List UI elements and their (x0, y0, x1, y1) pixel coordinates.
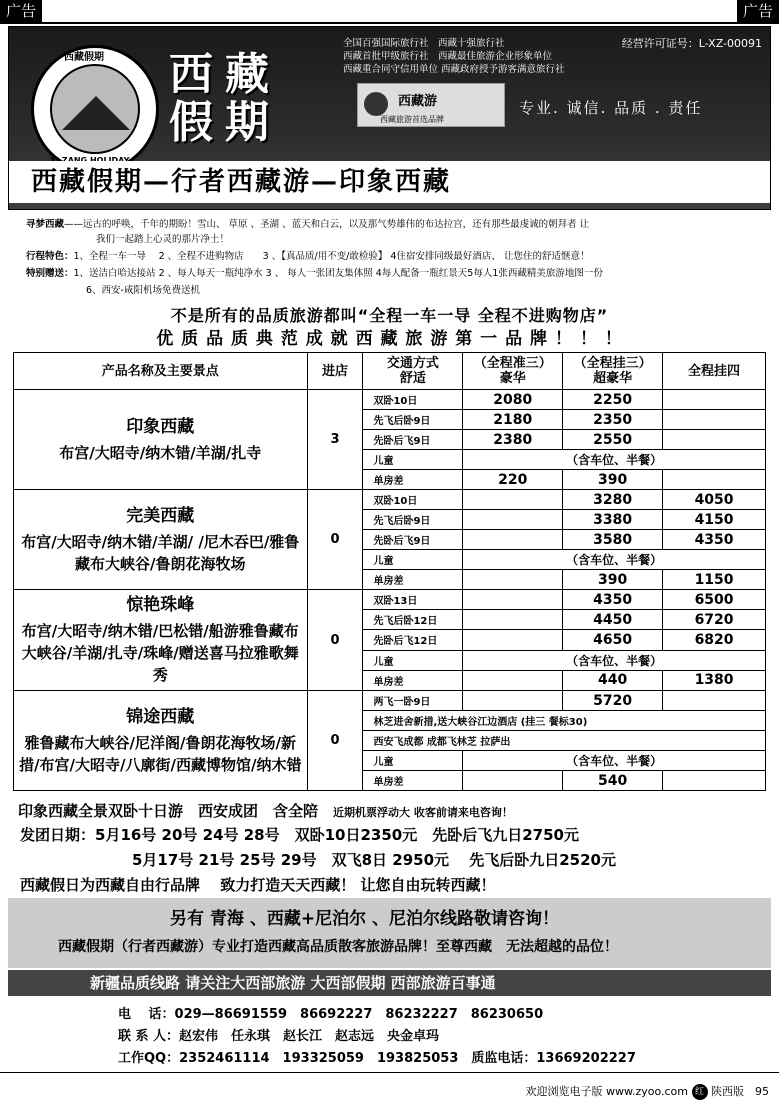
intro-text: ——远古的呼唤，千年的期盼！雪山、 草原 、圣湖 、蓝天和白云，以及那气势雄伟的布达拉宫，还有那些最虔诚的朝拜者 让 (64, 219, 590, 230)
header-class-2: （全程挂三） 超豪华 (563, 353, 663, 390)
price-c1 (463, 590, 563, 610)
values-slogan: 专业. 诚信. 品质 . 责任 (519, 99, 703, 117)
header-class-3: 全程挂四 (663, 353, 766, 390)
price-c3: 6500 (663, 590, 766, 610)
features-text: 1、全程一车一导 2 、全程不进购物店 3 、【真品质/用不变/敢检验】 4住宿安排同级最好酒店、 让您住的舒适惬意！ (73, 251, 590, 262)
trip-type: 单房差 (363, 771, 463, 791)
contacts-line: 联 系 人：赵宏伟 任永琪 赵长江 赵志远 央金卓玛 (118, 1029, 440, 1044)
product-spots: 雅鲁藏布大峡谷/尼洋阁/鲁朗花海牧场/新措/布宫/大昭寺/八廓街/西藏博物馆/纳木错 (19, 733, 302, 774)
price-c2: 390 (563, 470, 663, 490)
price-c3 (663, 470, 766, 490)
price-c1 (463, 510, 563, 530)
child-note: （含车位、半餐） (463, 751, 766, 771)
price-c3 (663, 390, 766, 410)
price-c1: 2080 (463, 390, 563, 410)
dates-line-2: 5月17号 21号 25号 29号 双飞8日 2950元 先飞后卧九日2520元 (132, 851, 616, 869)
route-note: 林芝进舍新措,送大峡谷江边酒店 (挂三 餐标30) (363, 711, 766, 731)
intro-line-1 (26, 218, 589, 231)
price-c1: 2180 (463, 410, 563, 430)
cert-line: 西藏重合同守信用单位 西藏政府授予游客满意旅行社 (343, 64, 565, 75)
table-row (14, 691, 766, 711)
brand-tagline: 西藏假日为西藏自由行品牌 致力打造天天西藏！ 让您自由玩转西藏！ (20, 876, 496, 894)
child-note: （含车位、半餐） (463, 550, 766, 570)
banner-headline: 西藏假期—行者西藏游—印象西藏 (9, 161, 771, 203)
product-cell (14, 390, 308, 490)
bottom-rule (0, 1072, 779, 1073)
brand-badge (357, 83, 505, 127)
shop-count: 3 (307, 390, 363, 490)
price-c1 (463, 530, 563, 550)
trip-type: 单房差 (363, 670, 463, 690)
price-c3: 4050 (663, 490, 766, 510)
promo-note: 近期机票浮动大 收客前请来电咨询！ (333, 806, 513, 819)
price-c1: 2380 (463, 430, 563, 450)
footer-edition: 陕西版 95 (711, 1085, 769, 1098)
price-table (13, 352, 766, 791)
product-name: 印象西藏 (126, 416, 195, 437)
trip-type: 先飞后卧12日 (363, 610, 463, 630)
footer-text: 欢迎浏览电子版 www.zyoo.com (525, 1085, 688, 1098)
price-c1 (463, 610, 563, 630)
trip-type: 两飞一卧9日 (363, 691, 463, 711)
ad-label-right: 广告 (737, 0, 779, 22)
intro-line-3 (26, 267, 603, 280)
product-name: 锦途西藏 (126, 706, 195, 727)
features-label: 行程特色： (26, 251, 74, 262)
price-c1 (463, 691, 563, 711)
trip-type: 儿童 (363, 751, 463, 771)
footprint-icon (364, 92, 388, 116)
price-c2: 4450 (563, 610, 663, 630)
gifts-label: 特别赠送： (26, 268, 74, 279)
trip-type: 先卧后飞9日 (363, 530, 463, 550)
xinjiang-bar: 新疆品质线路 请关注大西部旅游 大西部假期 西部旅游百事通 (8, 970, 771, 996)
qq-line: 工作QQ：2352461114 193325059 193825053 质监电话：13669202227 (118, 1051, 636, 1066)
route-note: 西安飞成都 成都飞林芝 拉萨出 (363, 731, 766, 751)
price-c3 (663, 410, 766, 430)
shop-count: 0 (307, 691, 363, 791)
intro-label: 寻梦西藏 (26, 219, 65, 230)
price-c1 (463, 771, 563, 791)
shop-count: 0 (307, 590, 363, 691)
trip-type: 先卧后飞12日 (363, 630, 463, 650)
price-c2: 390 (563, 570, 663, 590)
price-c2: 5720 (563, 691, 663, 711)
intro-line-1b: 我们一起踏上心灵的那片净土！ (96, 234, 230, 245)
price-c3: 6820 (663, 630, 766, 650)
brand-statement: 西藏假期（行者西藏游）专业打造西藏高品质散客旅游品牌！至尊西藏 无法超越的品位！ (58, 939, 618, 955)
dates-line-1: 发团日期：5月16号 20号 24号 28号 双卧10日2350元 先卧后飞九日2750元 (20, 826, 579, 844)
shop-count: 0 (307, 490, 363, 590)
price-c2: 3280 (563, 490, 663, 510)
trip-type: 双卧13日 (363, 590, 463, 610)
trip-type: 儿童 (363, 650, 463, 670)
badge-icon: 红 (692, 1084, 708, 1100)
gifts-text: 1、送洁白哈达接站 2 、每人每天一瓶纯净水 3 、 每人一张团友集体照 4每人配备一瓶红景天5每人1张西藏精美旅游地图一份 (73, 268, 603, 279)
price-c2: 4650 (563, 630, 663, 650)
trip-type: 双卧10日 (363, 390, 463, 410)
trip-type: 单房差 (363, 570, 463, 590)
cert-line: 全国百强国际旅行社 西藏十强旅行社 (343, 38, 505, 49)
ad-label-left: 广告 (0, 0, 42, 22)
price-c1 (463, 570, 563, 590)
promo-text: 印象西藏全景双卧十日游 西安成团 含全陪 (18, 802, 319, 820)
certification-list (343, 37, 653, 76)
trip-type: 先飞后卧9日 (363, 510, 463, 530)
brand-name: 西藏假期 (169, 49, 281, 148)
price-c2: 540 (563, 771, 663, 791)
headline-3: 优 质 品 质 典 范 成 就 西 藏 旅 游 第 一 品 牌 ！ ！ ！ (156, 329, 623, 349)
price-c2: 2550 (563, 430, 663, 450)
intro-line-3b: 6、西安-咸阳机场免费送机 (86, 285, 200, 296)
intro-line-2 (26, 250, 589, 263)
price-c3 (663, 430, 766, 450)
price-c1 (463, 490, 563, 510)
child-note: （含车位、半餐） (463, 450, 766, 470)
license-number: 经营许可证号：L-XZ-00091 (621, 37, 762, 50)
price-c2: 3380 (563, 510, 663, 530)
price-c3: 6720 (663, 610, 766, 630)
trip-type: 儿童 (363, 450, 463, 470)
product-cell (14, 590, 308, 691)
consult-line: 另有 青海 、西藏+尼泊尔 、尼泊尔线路敬请咨询！ (170, 909, 559, 929)
phone-line: 电 话：029—86691559 86692227 86232227 86230650 (118, 1007, 544, 1022)
top-rule (0, 22, 779, 24)
header-product: 产品名称及主要景点 (14, 353, 308, 390)
price-c3: 4150 (663, 510, 766, 530)
price-c2: 2350 (563, 410, 663, 430)
header-banner (8, 26, 771, 210)
company-logo (31, 45, 159, 173)
mountain-icon (62, 96, 130, 130)
header-class-1: （全程准三） 豪华 (463, 353, 563, 390)
product-spots: 布宫/大昭寺/纳木错/羊湖/ /尼木吞巴/雅鲁藏布大峡谷/鲁朗花海牧场 (21, 532, 300, 573)
cert-line: 西藏首批甲级旅行社 西藏最佳旅游企业形象单位 (343, 51, 553, 62)
price-c3: 4350 (663, 530, 766, 550)
table-row (14, 390, 766, 410)
product-spots: 布宫/大昭寺/纳木错/巴松错/船游雅鲁藏布大峡谷/羊湖/扎寺/珠峰/赠送喜马拉雅歌舞秀 (21, 622, 299, 684)
price-c2: 3580 (563, 530, 663, 550)
trip-type: 双卧10日 (363, 490, 463, 510)
product-spots: 布宫/大昭寺/纳木错/羊湖/扎寺 (59, 443, 262, 462)
badge-caption: 西藏旅游首选品牌 (380, 115, 444, 124)
price-c1: 220 (463, 470, 563, 490)
price-c2: 4350 (563, 590, 663, 610)
headline-2: 不是所有的品质旅游都叫“全程一车一导 全程不进购物店” (170, 306, 609, 325)
logo-text-top: 西藏假期 (64, 52, 104, 63)
price-c3: 1150 (663, 570, 766, 590)
price-c3: 1380 (663, 670, 766, 690)
price-c2: 440 (563, 670, 663, 690)
price-c2: 2250 (563, 390, 663, 410)
price-c1 (463, 670, 563, 690)
price-c1 (463, 630, 563, 650)
child-note: （含车位、半餐） (463, 650, 766, 670)
trip-type: 先飞后卧9日 (363, 410, 463, 430)
trip-type: 儿童 (363, 550, 463, 570)
product-name: 惊艳珠峰 (126, 595, 195, 615)
table-row (14, 490, 766, 510)
header-shop: 进店 (307, 353, 363, 390)
trip-type: 单房差 (363, 470, 463, 490)
page-footer (525, 1083, 769, 1100)
table-row (14, 590, 766, 610)
price-c3 (663, 771, 766, 791)
badge-brand: 西藏游 (398, 94, 438, 109)
promo-line (18, 800, 513, 821)
consult-box (8, 898, 771, 968)
product-name: 完美西藏 (126, 505, 195, 526)
header-transport: 交通方式 舒适 (363, 353, 463, 390)
trip-type: 先卧后飞9日 (363, 430, 463, 450)
price-c3 (663, 691, 766, 711)
product-cell (14, 490, 308, 590)
product-cell (14, 691, 308, 791)
